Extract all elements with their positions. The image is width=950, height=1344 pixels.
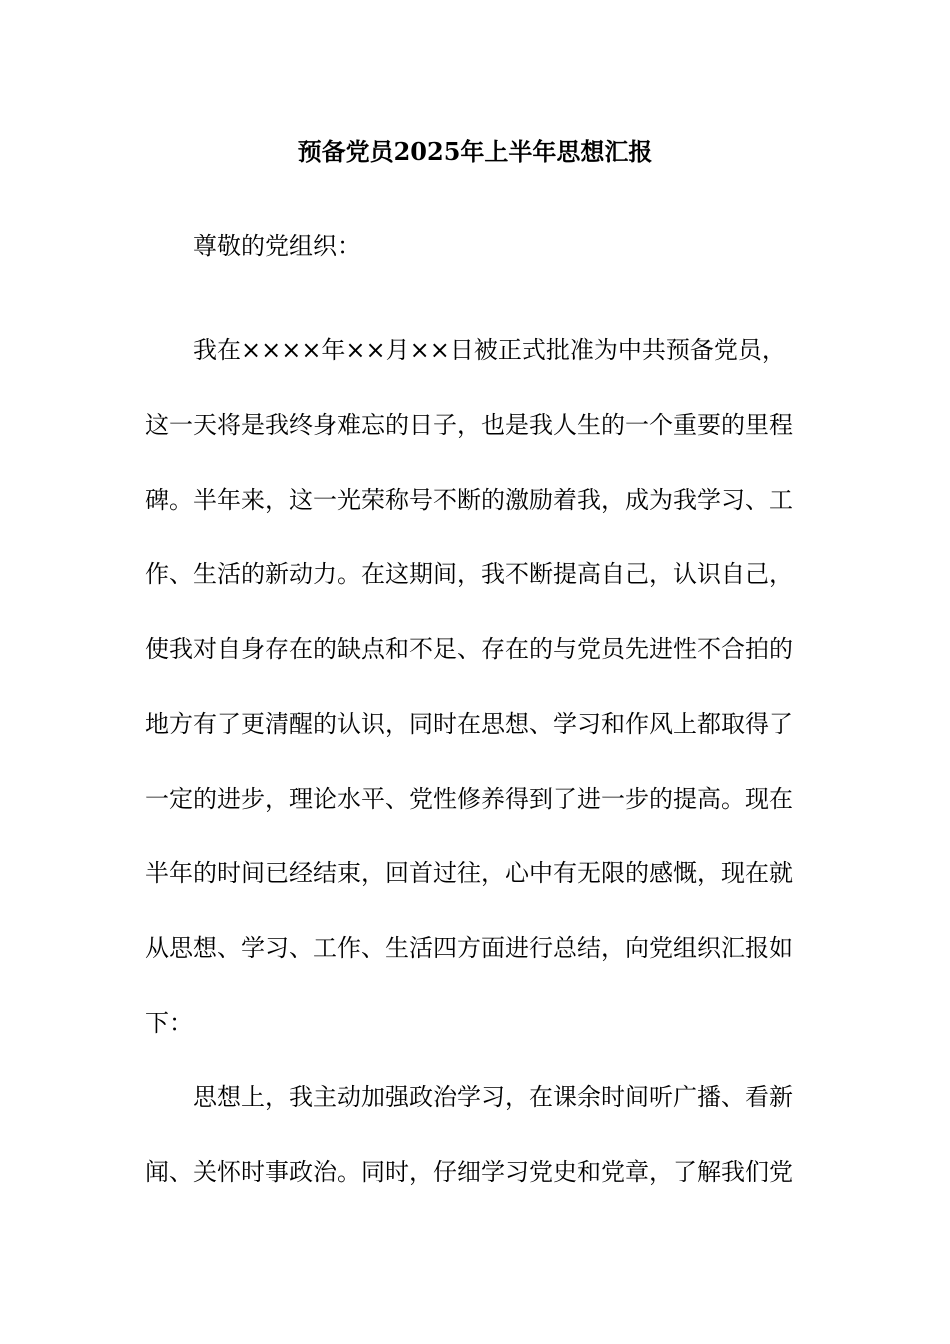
paragraph-line: 我在××××年××月××日被正式批准为中共预备党员， xyxy=(193,336,786,364)
paragraph-line: 作、生活的新动力。在这期间，我不断提高自己，认识自己， xyxy=(145,560,793,588)
paragraph-line: 地方有了更清醒的认识，同时在思想、学习和作风上都取得了 xyxy=(145,710,793,738)
paragraph-line: 碑。半年来，这一光荣称号不断的激励着我，成为我学习、工 xyxy=(145,486,793,514)
paragraph-line: 思想上，我主动加强政治学习，在课余时间听广播、看新 xyxy=(193,1083,793,1111)
salutation: 尊敬的党组织： xyxy=(193,232,361,260)
paragraph-line: 下： xyxy=(145,1009,193,1037)
paragraph-line: 半年的时间已经结束，回首过往，心中有无限的感慨，现在就 xyxy=(145,859,793,887)
paragraph-line: 闻、关怀时事政治。同时，仔细学习党史和党章，了解我们党 xyxy=(145,1158,793,1186)
paragraph-line: 一定的进步，理论水平、党性修养得到了进一步的提高。现在 xyxy=(145,785,793,813)
paragraph-line: 这一天将是我终身难忘的日子，也是我人生的一个重要的里程 xyxy=(145,411,793,439)
paragraph-line: 使我对自身存在的缺点和不足、存在的与党员先进性不合拍的 xyxy=(145,635,793,663)
paragraph-line: 从思想、学习、工作、生活四方面进行总结，向党组织汇报如 xyxy=(145,934,793,962)
document-title: 预备党员2025年上半年思想汇报 xyxy=(297,137,653,166)
